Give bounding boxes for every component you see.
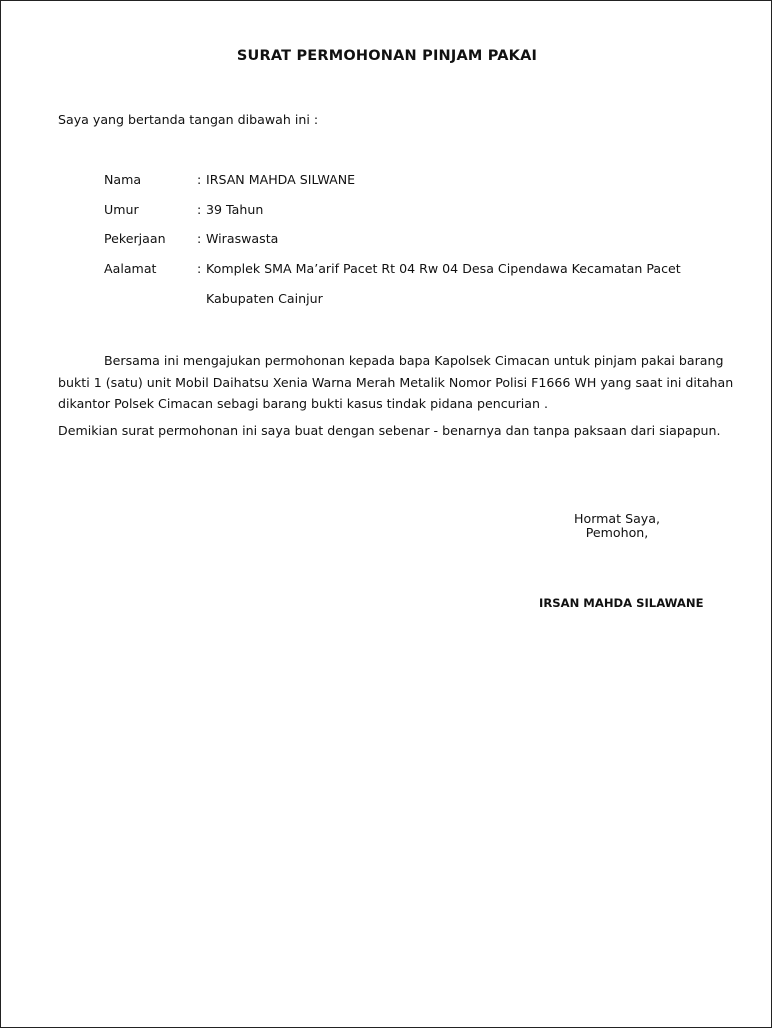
field-label-umur: Umur — [104, 202, 139, 217]
field-value-alamat-line2: Kabupaten Cainjur — [206, 291, 323, 306]
field-value-umur: 39 Tahun — [206, 202, 264, 217]
role-text: Pemohon, — [585, 525, 649, 540]
signature-block — [561, 512, 673, 540]
field-colon-umur: : — [197, 202, 202, 217]
paragraph-line: bukti 1 (satu) unit Mobil Daihatsu Xenia Warna Merah Metalik Nomor Polisi F1666 WH yang saat ini ditahan — [58, 374, 734, 390]
field-colon-pekerjaan: : — [197, 231, 202, 246]
regards-text: Hormat Saya, — [574, 511, 660, 526]
field-value-alamat-line1: Komplek SMA Ma’arif Pacet Rt 04 Rw 04 Desa Cipendawa Kecamatan Pacet — [206, 261, 681, 276]
field-label-pekerjaan: Pekerjaan — [104, 231, 166, 246]
field-label-nama: Nama — [104, 172, 142, 187]
field-value-pekerjaan: Wiraswasta — [206, 231, 279, 246]
closing-statement: Demikian surat permohonan ini saya buat dengan sebenar - benarnya dan tanpa paksaan dari siapapun. — [58, 423, 721, 438]
field-label-alamat: Aalamat — [104, 261, 157, 276]
field-colon-nama: : — [197, 172, 202, 187]
field-colon-alamat: : — [197, 261, 202, 276]
field-value-nama: IRSAN MAHDA SILWANE — [206, 172, 356, 187]
paragraph-line: dikantor Polsek Cimacan sebagi barang bukti kasus tindak pidana pencurian . — [58, 396, 548, 411]
signer-name: IRSAN MAHDA SILAWANE — [539, 596, 704, 610]
intro-text: Saya yang bertanda tangan dibawah ini : — [58, 112, 319, 127]
paragraph-line: Bersama ini mengajukan permohonan kepada bapa Kapolsek Cimacan untuk pinjam pakai barang — [104, 353, 724, 368]
letter-title: SURAT PERMOHONAN PINJAM PAKAI — [236, 48, 538, 64]
request-paragraph — [58, 350, 734, 415]
